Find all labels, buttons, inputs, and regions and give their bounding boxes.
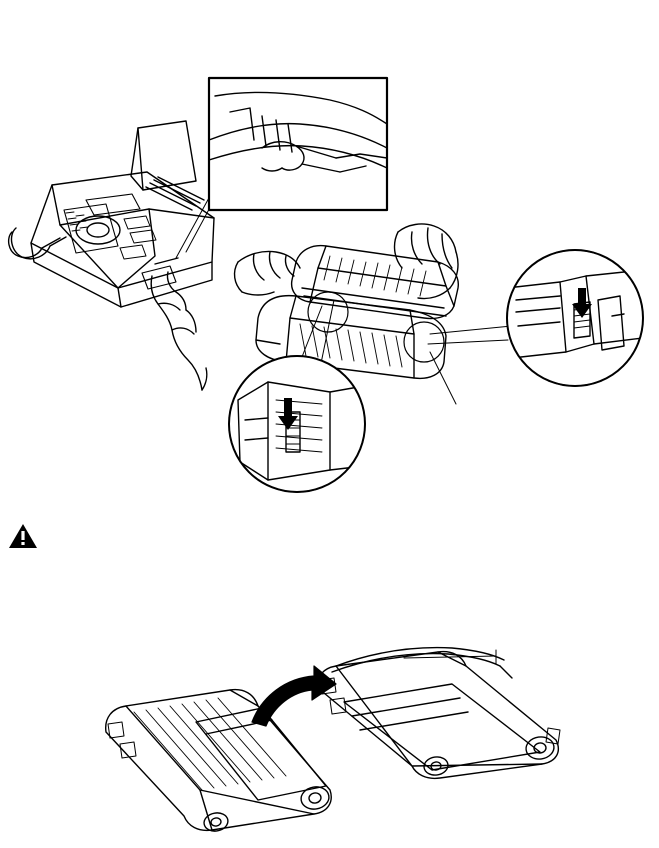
left-gear-detail-callout [229,356,365,492]
right-hand [395,224,458,299]
ribbon-cartridge-right [318,648,560,779]
cartridge-insertion-figure [235,224,459,378]
installation-arrow [252,666,336,726]
fax-machine-body [9,121,214,307]
right-gear-detail-callout [507,250,643,386]
left-hand [235,251,300,295]
warning-block [8,522,648,562]
warning-triangle-icon [8,522,38,550]
cover-release-detail-callout [209,78,387,210]
ribbon-cartridge-left [106,690,332,833]
